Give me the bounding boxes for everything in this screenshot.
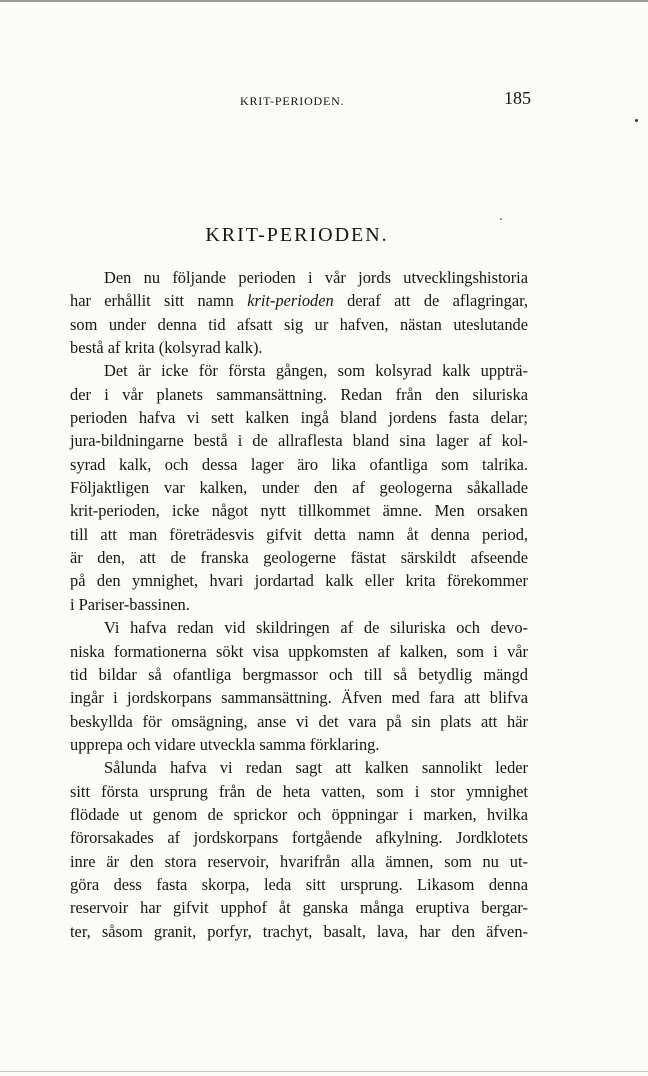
text-line: tid bildar så ofantliga bergmassor och till så betydlig mängd — [70, 664, 528, 684]
text-line: Sålunda hafva vi redan sagt att kalken sannolikt leder — [104, 758, 528, 778]
text-line: inre är den stora reservoir, hvarifrån alla ämnen, som nu ut- — [70, 851, 528, 871]
text-line: Den nu följande perioden i vår jords utvecklingshistoria — [104, 268, 528, 287]
text-line: jura-bildningarne bestå i de allraflesta bland sina lager af kol- — [70, 431, 528, 451]
scan-speck — [500, 218, 502, 220]
text-line: perioden hafva vi sett kalken ingå bland jordens fasta delar; — [70, 408, 528, 428]
text-line: är den, att de franska geologerne fästat särskildt afseende — [70, 548, 528, 568]
text-line: till att man företrädesvis gifvit detta namn åt denna period, — [70, 524, 528, 544]
italic-term: krit-perioden — [247, 291, 334, 311]
text-line: syrad kalk, och dessa lager äro lika ofantliga som talrika. — [70, 454, 528, 474]
body-text — [70, 266, 528, 943]
text-line: upprepa och vidare utveckla samma förklaring. — [70, 734, 380, 754]
text-line: der i vår planets sammansättning. Redan från den siluriska — [70, 384, 528, 404]
running-head: KRIT-PERIODEN. — [240, 94, 345, 108]
text-line: som under denna tid afsatt sig ur hafven, nästan uteslutande — [70, 314, 528, 334]
scan-bottom-edge — [0, 1071, 648, 1072]
text-line: sitt första ursprung från de heta vatten, som i stor ymnighet — [70, 781, 528, 801]
text-line: beskyllda för omsägning, anse vi det vara på sin plats att här — [70, 711, 528, 731]
text-line: i Pariser-bassinen. — [70, 594, 190, 614]
text-line: bestå af krita (kolsyrad kalk). — [70, 338, 263, 358]
text-line: förorsakades af jordskorpans fortgående afkylning. Jordklotets — [70, 828, 528, 848]
chapter-title: KRIT-PERIODEN. — [205, 224, 389, 246]
text-line: göra dess fasta skorpa, leda sitt ursprung. Likasom denna — [70, 874, 528, 894]
page-number: 185 — [504, 88, 531, 108]
scan-speck — [635, 119, 638, 122]
text-line: reservoir har gifvit upphof åt ganska många eruptiva bergar- — [70, 898, 528, 918]
text-line: niska formationerna sökt visa uppkomsten af kalken, som i vår — [70, 641, 528, 661]
text-segment: har erhållit sitt namn — [70, 291, 248, 311]
text-line: Följaktligen var kalken, under den af geologerna såkallade — [70, 478, 528, 498]
scan-top-edge — [0, 0, 648, 2]
text-line: ter, såsom granit, porfyr, trachyt, basalt, lava, har den äfven- — [70, 921, 528, 941]
text-segment: deraf att de aflagringar, — [333, 291, 528, 311]
text-line: ingår i jordskorpans sammansättning. Äfven med fara att blifva — [70, 688, 528, 708]
text-line: krit-perioden, icke något nytt tillkommet ämne. Men orsaken — [70, 501, 528, 521]
text-line: Det är icke för första gången, som kolsyrad kalk uppträ- — [104, 361, 528, 381]
text-line: flödade ut genom de sprickor och öppningar i marken, hvilka — [70, 804, 528, 824]
text-line: Vi hafva redan vid skildringen af de siluriska och devo- — [104, 618, 528, 638]
text-line: på den ymnighet, hvari jordartad kalk eller krita förekommer — [70, 571, 528, 591]
text-line — [70, 289, 528, 312]
